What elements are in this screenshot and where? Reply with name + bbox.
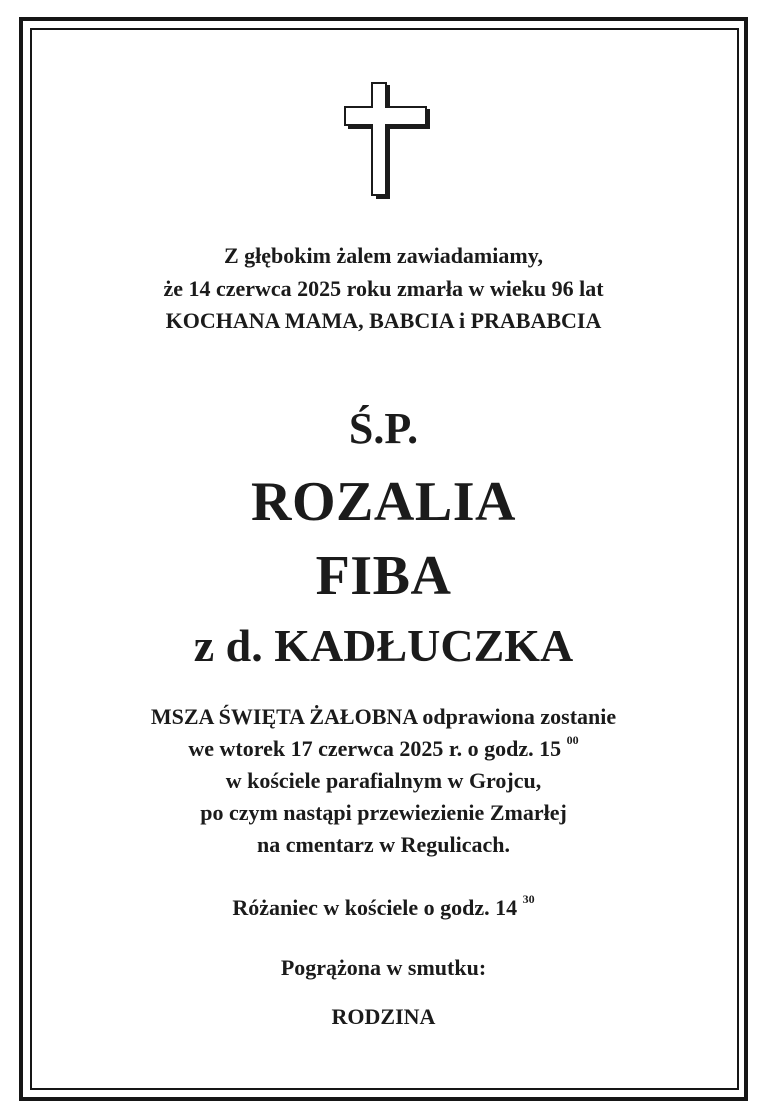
mass-line-3: w kościele parafialnym w Grojcu, (225, 768, 542, 793)
rosary-line (0, 891, 767, 921)
sp-prefix: Ś.P. (348, 404, 419, 453)
family-signature: RODZINA (331, 1004, 436, 1029)
mass-line-1: MSZA ŚWIĘTA ŻAŁOBNA odprawiona zostanie (150, 704, 617, 729)
last-name: FIBA (315, 545, 452, 607)
mass-line-2 (0, 732, 767, 762)
first-name: ROZALIA (251, 471, 516, 533)
mass-line-4: po czym nastąpi przewiezienie Zmarłej (200, 800, 567, 825)
intro-line-1: Z głębokim żalem zawiadamiamy, (224, 243, 543, 268)
mass-time-minutes: 00 (566, 732, 579, 747)
rosary-minutes: 30 (522, 891, 535, 906)
intro-line-3: KOCHANA MAMA, BABCIA i PRABABCIA (165, 308, 602, 333)
mass-line-5: na cmentarz w Regulicach. (257, 832, 510, 857)
mourning-line: Pogrążona w smutku: (280, 955, 487, 980)
rosary-text: Różaniec w kościele o godz. 14 (232, 895, 518, 920)
maiden-name: z d. KADŁUCZKA (193, 620, 574, 671)
mass-time-text: we wtorek 17 czerwca 2025 r. o godz. 15 (188, 736, 562, 761)
cross-icon (344, 81, 436, 205)
intro-line-2: że 14 czerwca 2025 roku zmarła w wieku 96 lat (163, 276, 604, 301)
